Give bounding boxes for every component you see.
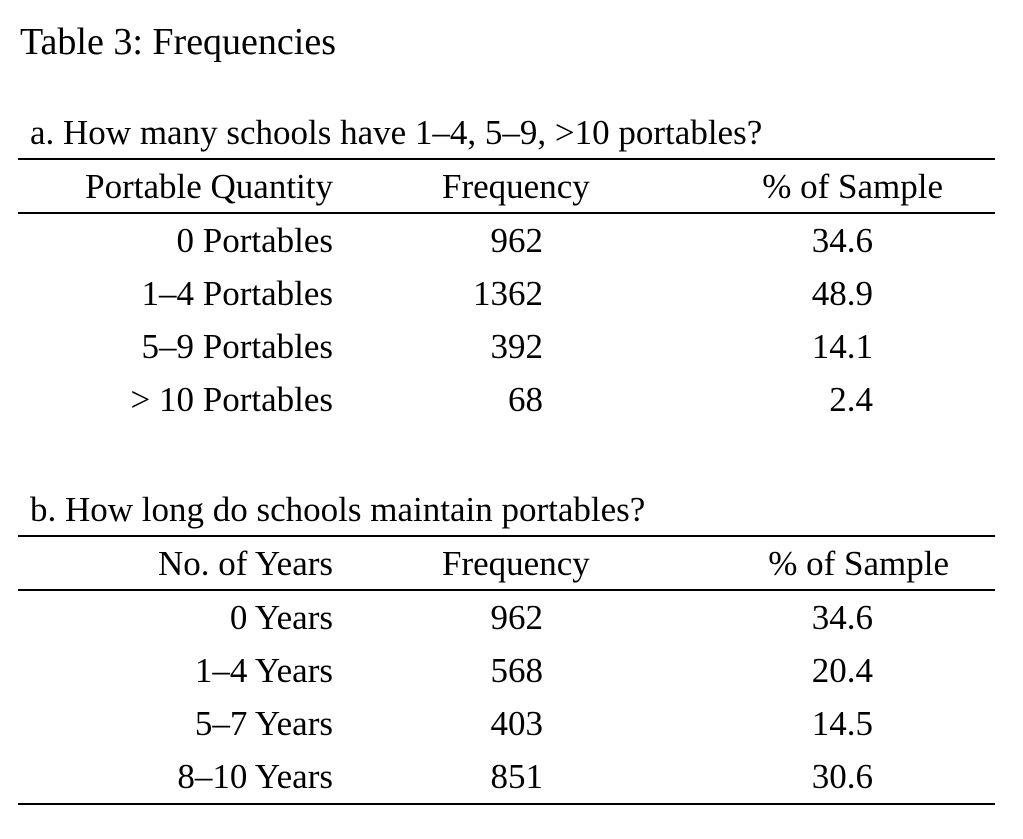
table-body (18, 214, 995, 426)
column-header-frequency: Frequency (442, 544, 590, 583)
frequency-cell: 392 (490, 327, 543, 366)
row-label: 0 Years (229, 598, 333, 637)
frequency-cell: 568 (490, 651, 543, 690)
frequency-cell: 962 (490, 221, 543, 260)
percent-cell: 2.4 (829, 380, 873, 419)
percent-cell: 34.6 (811, 221, 873, 260)
row-label: 1–4 Portables (141, 274, 333, 313)
header-row (18, 537, 995, 589)
table-row (18, 214, 995, 267)
table-row (18, 644, 995, 697)
row-label: 0 Portables (176, 221, 333, 260)
column-header-frequency: Frequency (442, 167, 590, 206)
panel-b-table (18, 487, 995, 805)
percent-cell: 34.6 (811, 598, 873, 637)
percent-cell: 48.9 (811, 274, 873, 313)
row-label: 8–10 Years (177, 757, 333, 796)
column-header-percent: % of Sample (768, 544, 949, 583)
row-label: > 10 Portables (130, 380, 333, 419)
row-label: 1–4 Years (194, 651, 333, 690)
panel-a-table (18, 110, 995, 426)
percent-cell: 20.4 (811, 651, 873, 690)
table-row (18, 373, 995, 426)
table-row (18, 591, 995, 644)
column-header-years: No. of Years (158, 544, 333, 583)
frequency-cell: 962 (490, 598, 543, 637)
bottom-rule (18, 803, 995, 805)
panel-a-title: a. How many schools have 1–4, 5–9, >10 portables? (30, 113, 763, 152)
row-label: 5–9 Portables (141, 327, 333, 366)
column-header-percent: % of Sample (762, 167, 943, 206)
row-label: 5–7 Years (194, 704, 333, 743)
frequency-cell: 68 (508, 380, 543, 419)
table-row (18, 697, 995, 750)
panel-b-title: b. How long do schools maintain portables? (30, 490, 646, 529)
table-row (18, 267, 995, 320)
header-row (18, 160, 995, 212)
percent-cell: 14.5 (811, 704, 873, 743)
frequency-cell: 403 (490, 704, 543, 743)
table-body (18, 591, 995, 803)
table-row (18, 320, 995, 373)
table-row (18, 750, 995, 803)
column-header-quantity: Portable Quantity (85, 167, 333, 206)
percent-cell: 14.1 (811, 327, 873, 366)
table-title: Table 3: Frequencies (20, 21, 337, 63)
percent-cell: 30.6 (811, 757, 873, 796)
frequency-cell: 851 (490, 757, 543, 796)
frequency-cell: 1362 (473, 274, 543, 313)
